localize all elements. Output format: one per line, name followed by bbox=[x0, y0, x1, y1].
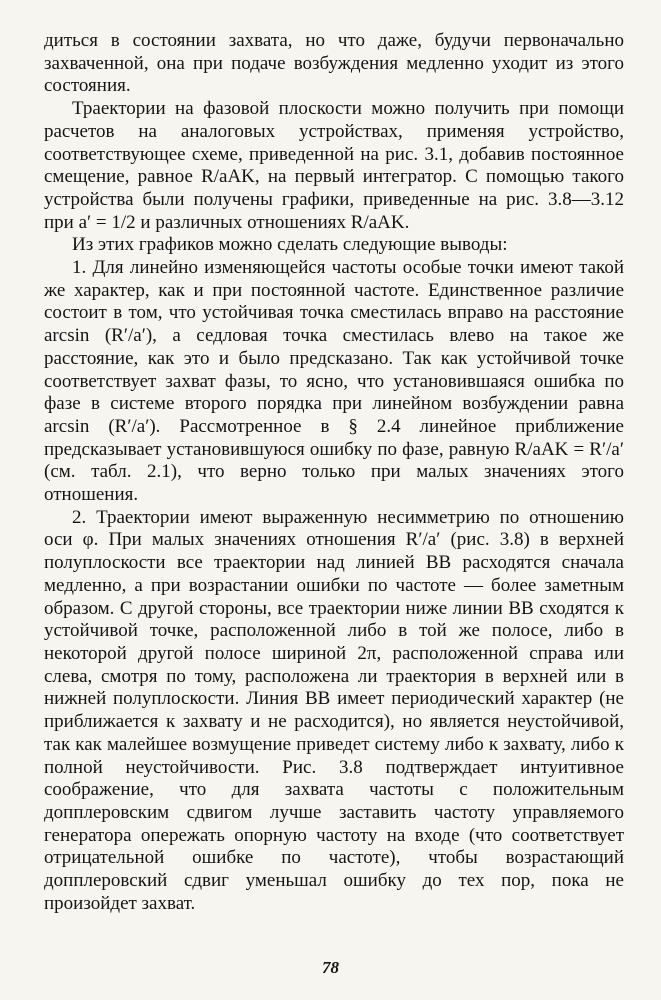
paragraph-conclusion-2: 2. Траектории имеют выраженную несимметрию по отношению оси φ. При малых значениях отношения R′/a′ (рис. 3.8) в верхней полуплоскости все траектории над линией BB расходятся сначала медленно, а при возрастании ошибки по частоте — более заметным образом. С другой стороны, все траектории ниже линии BB сходятся к устойчивой точке, расположенной либо в той же полосе, либо в некоторой другой полосе шириной 2π, расположенной справа или слева, смотря по тому, расположена ли траектория в верхней или в нижней полуплоскости. Линия BB имеет периодический характер (не приближается к захвату и не расходится), но является неустойчивой, так как малейшее возмущение приведет систему либо к захвату, либо к полной неустойчивости. Рис. 3.8 подтверждает интуитивное соображение, что для захвата частоты с положительным допплеровским сдвигом лучше заставить частоту управляемого генератора опережать опорную частоту на входе (что соответствует отрицательной ошибке по частоте), чтобы возрастающий допплеровский сдвиг уменьшал ошибку до тех пор, пока не произойдет захват. bbox=[44, 506, 624, 914]
paragraph-conclusions-intro: Из этих графиков можно сделать следующие выводы: bbox=[72, 234, 508, 256]
page-body bbox=[44, 30, 624, 915]
paragraph-phase-plane-trajectories: Траектории на фазовой плоскости можно получить при помощи расчетов на аналоговых устройствах, применяя устройство, соответствующее схеме, приведенной на рис. 3.1, добавив постоянное смещение, равное R/aAK, на первый интегратор. С помощью такого устройства были получены графики, приведенные на рис. 3.8—3.12 при a′ = 1/2 и различных отношениях R/aAK. bbox=[44, 98, 624, 233]
paragraph-continuation: диться в состоянии захвата, но что даже, будучи первоначально захваченной, она при подаче возбуждения медленно уходит из этого состояния. bbox=[44, 30, 624, 97]
page-number: 78 bbox=[322, 958, 339, 977]
paragraph-conclusion-1: 1. Для линейно изменяющейся частоты особые точки имеют такой же характер, как и при постоянной частоте. Единственное различие состоит в том, что устойчивая точка сместилась вправо на расстояние arcsin (R′/a′), а седловая точка сместилась влево на такое же расстояние, как это и было предсказано. Так как устойчивой точке соответствует захват фазы, то ясно, что установившаяся ошибка по фазе в системе второго порядка при линейном возбуждении равна arcsin (R′/a′). Рассмотренное в § 2.4 линейное приближение предсказывает установившуюся ошибку по фазе, равную R/aAK = R′/a′ (см. табл. 2.1), что верно только при малых значениях этого отношения. bbox=[44, 257, 624, 506]
